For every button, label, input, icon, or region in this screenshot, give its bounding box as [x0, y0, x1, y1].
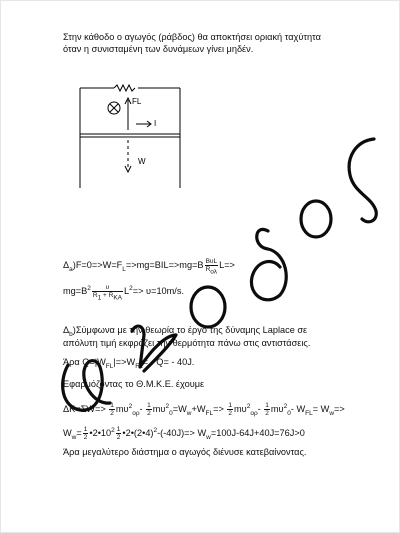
heat-line: Άρα $Q=|W_{FL}|=>W_{FL}= - Q= - 40J$. [63, 357, 195, 370]
equation-3: ΔΚ=ΣW=> $\frac{1}{2}$ $m\upsilon^2_{o\rho}-$ $\frac{1}{2}$ $m\upsilon^2_0=W_w+W_{FL}=>$ $\frac{1}{2}$ $m\upsilon^2_{o\rho}-$ $\frac{1}{2}$ $m\upsilon^2_0-$ $W_{FL}= W_w=>$ [63, 402, 345, 417]
circuit-diagram [70, 78, 240, 198]
apply-theorem-line: Εφαρμόζοντας το Θ.Μ.Κ.Ε. έχουμε [63, 379, 205, 389]
paragraph-2-line-1: $\Delta_b)\Sigma ύ\mu\varphi\omega\nu\alpha$ με την θεωρία το έργο της δύναμης Laplace σε [63, 325, 308, 338]
conclusion-line: Άρα μεγαλύτερο διάστημα ο αγωγός διένυσε κατεβαίνοντας. [63, 447, 307, 457]
equation-2: $mg=B^2$ $\frac{\upsilon}{R_1 + R_{KA}}$ $L^2=> \upsilon=10m/s$. [63, 284, 185, 302]
intro-line-2: όταν η συνισταμένη των δυνάμεων γίνει μηδέν. [63, 44, 254, 54]
equation-4: $W_w=$ $\frac{1}{2}$ $•2•10^2$ $\frac{1}{2}$ •2•(2•4)$^2$-(-40J)=> $W_w=100J-64J+40J=76J>0$ [63, 426, 305, 441]
equation-1: $\Delta_a)F=0=>W=F_L=>mg=BIL=>mg=B$ $\frac{\text{BυL}}{R_{o\lambda}}$ L=> [63, 258, 235, 276]
paragraph-2-line-2: απόλυτη τιμή εκφράζει την θερμότητα πάνω στις αντιστάσεις. [63, 338, 311, 348]
circuit-graphic [70, 78, 240, 198]
weight-label: W [138, 157, 146, 166]
intro-line-1: Στην κάθοδο ο αγωγός (ράβδος) θα αποκτήσει οριακή ταχύτητα [63, 32, 321, 42]
current-label: I [154, 119, 157, 128]
force-label: FL [132, 97, 142, 106]
